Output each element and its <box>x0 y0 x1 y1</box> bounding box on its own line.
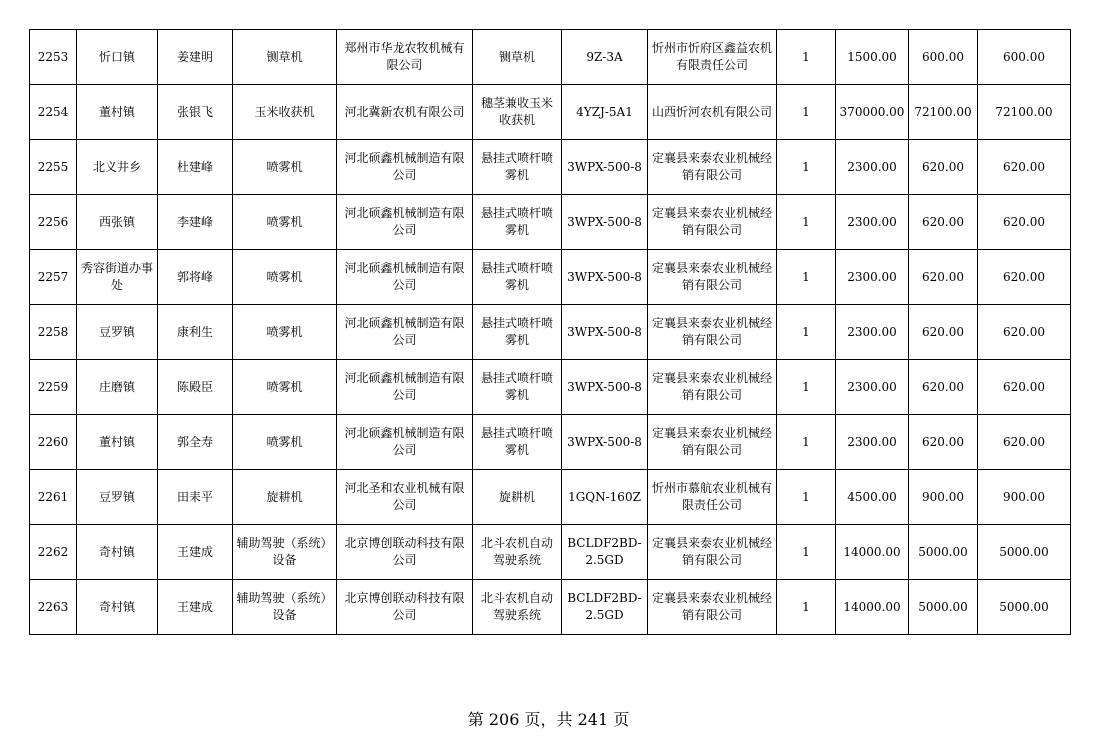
cell-applicant-name: 杜建峰 <box>158 140 233 195</box>
cell-product-name: 悬挂式喷杆喷雾机 <box>473 360 562 415</box>
cell-applicant-name: 郭全寿 <box>158 415 233 470</box>
cell-seq-no: 2260 <box>30 415 77 470</box>
cell-product-name: 悬挂式喷杆喷雾机 <box>473 250 562 305</box>
table-row <box>30 85 1071 140</box>
cell-sale-price: 2300.00 <box>836 415 909 470</box>
table-row <box>30 415 1071 470</box>
cell-township: 秀容街道办事处 <box>77 250 158 305</box>
cell-township: 忻口镇 <box>77 30 158 85</box>
cell-applicant-name: 郭将峰 <box>158 250 233 305</box>
cell-applicant-name: 田耒平 <box>158 470 233 525</box>
cell-quantity: 1 <box>777 250 836 305</box>
cell-machine-category: 玉米收获机 <box>233 85 337 140</box>
cell-manufacturer: 河北硕鑫机械制造有限公司 <box>337 250 473 305</box>
cell-machine-category: 旋耕机 <box>233 470 337 525</box>
cell-applicant-name: 张银飞 <box>158 85 233 140</box>
cell-machine-category: 喷雾机 <box>233 250 337 305</box>
cell-product-name: 铡草机 <box>473 30 562 85</box>
cell-model-number: 1GQN-160Z <box>562 470 648 525</box>
cell-dealer: 定襄县来泰农业机械经销有限公司 <box>648 195 777 250</box>
cell-total-subsidy: 600.00 <box>978 30 1071 85</box>
cell-model-number: 3WPX-500-8 <box>562 140 648 195</box>
cell-sale-price: 2300.00 <box>836 195 909 250</box>
cell-model-number: 3WPX-500-8 <box>562 305 648 360</box>
cell-applicant-name: 王建成 <box>158 525 233 580</box>
cell-product-name: 悬挂式喷杆喷雾机 <box>473 415 562 470</box>
cell-seq-no: 2263 <box>30 580 77 635</box>
cell-machine-category: 喷雾机 <box>233 140 337 195</box>
cell-quantity: 1 <box>777 30 836 85</box>
cell-product-name: 悬挂式喷杆喷雾机 <box>473 140 562 195</box>
cell-central-subsidy: 72100.00 <box>909 85 978 140</box>
table-row <box>30 305 1071 360</box>
cell-central-subsidy: 620.00 <box>909 140 978 195</box>
cell-dealer: 定襄县来泰农业机械经销有限公司 <box>648 250 777 305</box>
cell-model-number: 4YZJ-5A1 <box>562 85 648 140</box>
cell-manufacturer: 北京博创联动科技有限公司 <box>337 580 473 635</box>
cell-product-name: 悬挂式喷杆喷雾机 <box>473 195 562 250</box>
cell-product-name: 旋耕机 <box>473 470 562 525</box>
table-row <box>30 195 1071 250</box>
cell-sale-price: 1500.00 <box>836 30 909 85</box>
cell-dealer: 定襄县来泰农业机械经销有限公司 <box>648 305 777 360</box>
cell-sale-price: 14000.00 <box>836 580 909 635</box>
cell-dealer: 定襄县来泰农业机械经销有限公司 <box>648 360 777 415</box>
cell-sale-price: 2300.00 <box>836 360 909 415</box>
cell-machine-category: 辅助驾驶（系统）设备 <box>233 525 337 580</box>
cell-product-name: 北斗农机自动驾驶系统 <box>473 525 562 580</box>
cell-township: 奇村镇 <box>77 580 158 635</box>
cell-quantity: 1 <box>777 580 836 635</box>
page-footer: 第 206 页，共 241 页 <box>467 710 630 729</box>
cell-machine-category: 喷雾机 <box>233 305 337 360</box>
cell-manufacturer: 河北硕鑫机械制造有限公司 <box>337 305 473 360</box>
cell-seq-no: 2259 <box>30 360 77 415</box>
cell-model-number: 3WPX-500-8 <box>562 250 648 305</box>
cell-seq-no: 2258 <box>30 305 77 360</box>
cell-total-subsidy: 620.00 <box>978 360 1071 415</box>
cell-applicant-name: 陈殿臣 <box>158 360 233 415</box>
cell-central-subsidy: 620.00 <box>909 360 978 415</box>
cell-manufacturer: 河北硕鑫机械制造有限公司 <box>337 360 473 415</box>
cell-sale-price: 4500.00 <box>836 470 909 525</box>
cell-quantity: 1 <box>777 470 836 525</box>
cell-manufacturer: 北京博创联动科技有限公司 <box>337 525 473 580</box>
cell-seq-no: 2253 <box>30 30 77 85</box>
table-row <box>30 250 1071 305</box>
cell-dealer: 定襄县来泰农业机械经销有限公司 <box>648 525 777 580</box>
cell-total-subsidy: 620.00 <box>978 415 1071 470</box>
cell-central-subsidy: 620.00 <box>909 305 978 360</box>
cell-applicant-name: 姜建明 <box>158 30 233 85</box>
cell-central-subsidy: 620.00 <box>909 250 978 305</box>
cell-central-subsidy: 620.00 <box>909 415 978 470</box>
cell-total-subsidy: 620.00 <box>978 140 1071 195</box>
cell-machine-category: 喷雾机 <box>233 195 337 250</box>
cell-machine-category: 喷雾机 <box>233 415 337 470</box>
cell-model-number: BCLDF2BD-2.5GD <box>562 580 648 635</box>
cell-manufacturer: 河北硕鑫机械制造有限公司 <box>337 195 473 250</box>
cell-product-name: 悬挂式喷杆喷雾机 <box>473 305 562 360</box>
cell-total-subsidy: 5000.00 <box>978 525 1071 580</box>
cell-total-subsidy: 620.00 <box>978 195 1071 250</box>
cell-township: 豆罗镇 <box>77 470 158 525</box>
cell-quantity: 1 <box>777 305 836 360</box>
cell-applicant-name: 王建成 <box>158 580 233 635</box>
cell-model-number: 3WPX-500-8 <box>562 415 648 470</box>
cell-central-subsidy: 5000.00 <box>909 525 978 580</box>
cell-central-subsidy: 600.00 <box>909 30 978 85</box>
cell-seq-no: 2256 <box>30 195 77 250</box>
cell-township: 庄磨镇 <box>77 360 158 415</box>
cell-dealer: 定襄县来泰农业机械经销有限公司 <box>648 140 777 195</box>
cell-dealer: 定襄县来泰农业机械经销有限公司 <box>648 580 777 635</box>
cell-quantity: 1 <box>777 85 836 140</box>
cell-total-subsidy: 5000.00 <box>978 580 1071 635</box>
cell-manufacturer: 河北硕鑫机械制造有限公司 <box>337 415 473 470</box>
cell-seq-no: 2254 <box>30 85 77 140</box>
cell-machine-category: 喷雾机 <box>233 360 337 415</box>
cell-central-subsidy: 5000.00 <box>909 580 978 635</box>
cell-manufacturer: 河北硕鑫机械制造有限公司 <box>337 140 473 195</box>
cell-seq-no: 2262 <box>30 525 77 580</box>
cell-model-number: 3WPX-500-8 <box>562 360 648 415</box>
cell-manufacturer: 郑州市华龙农牧机械有限公司 <box>337 30 473 85</box>
cell-machine-category: 铡草机 <box>233 30 337 85</box>
cell-sale-price: 14000.00 <box>836 525 909 580</box>
cell-sale-price: 2300.00 <box>836 305 909 360</box>
cell-dealer: 山西忻河农机有限公司 <box>648 85 777 140</box>
cell-quantity: 1 <box>777 195 836 250</box>
cell-central-subsidy: 900.00 <box>909 470 978 525</box>
table-body <box>30 30 1071 635</box>
cell-model-number: 9Z-3A <box>562 30 648 85</box>
cell-seq-no: 2255 <box>30 140 77 195</box>
cell-total-subsidy: 620.00 <box>978 305 1071 360</box>
cell-township: 西张镇 <box>77 195 158 250</box>
cell-township: 董村镇 <box>77 85 158 140</box>
table-row <box>30 580 1071 635</box>
cell-township: 豆罗镇 <box>77 305 158 360</box>
subsidy-table <box>29 29 1071 635</box>
cell-manufacturer: 河北冀新农机有限公司 <box>337 85 473 140</box>
cell-quantity: 1 <box>777 525 836 580</box>
cell-manufacturer: 河北圣和农业机械有限公司 <box>337 470 473 525</box>
cell-quantity: 1 <box>777 140 836 195</box>
cell-township: 奇村镇 <box>77 525 158 580</box>
cell-dealer: 忻州市忻府区鑫益农机有限责任公司 <box>648 30 777 85</box>
table-row <box>30 140 1071 195</box>
cell-township: 董村镇 <box>77 415 158 470</box>
table-row <box>30 470 1071 525</box>
table-row <box>30 525 1071 580</box>
cell-product-name: 穗茎兼收玉米收获机 <box>473 85 562 140</box>
cell-sale-price: 2300.00 <box>836 250 909 305</box>
cell-central-subsidy: 620.00 <box>909 195 978 250</box>
cell-quantity: 1 <box>777 360 836 415</box>
cell-product-name: 北斗农机自动驾驶系统 <box>473 580 562 635</box>
cell-total-subsidy: 900.00 <box>978 470 1071 525</box>
cell-seq-no: 2261 <box>30 470 77 525</box>
cell-model-number: BCLDF2BD-2.5GD <box>562 525 648 580</box>
cell-sale-price: 370000.00 <box>836 85 909 140</box>
cell-seq-no: 2257 <box>30 250 77 305</box>
cell-machine-category: 辅助驾驶（系统）设备 <box>233 580 337 635</box>
cell-township: 北义井乡 <box>77 140 158 195</box>
cell-applicant-name: 李建峰 <box>158 195 233 250</box>
cell-model-number: 3WPX-500-8 <box>562 195 648 250</box>
cell-quantity: 1 <box>777 415 836 470</box>
cell-sale-price: 2300.00 <box>836 140 909 195</box>
cell-dealer: 定襄县来泰农业机械经销有限公司 <box>648 415 777 470</box>
cell-dealer: 忻州市慕航农业机械有限责任公司 <box>648 470 777 525</box>
cell-total-subsidy: 620.00 <box>978 250 1071 305</box>
cell-applicant-name: 康利生 <box>158 305 233 360</box>
cell-total-subsidy: 72100.00 <box>978 85 1071 140</box>
table-row <box>30 30 1071 85</box>
table-row <box>30 360 1071 415</box>
